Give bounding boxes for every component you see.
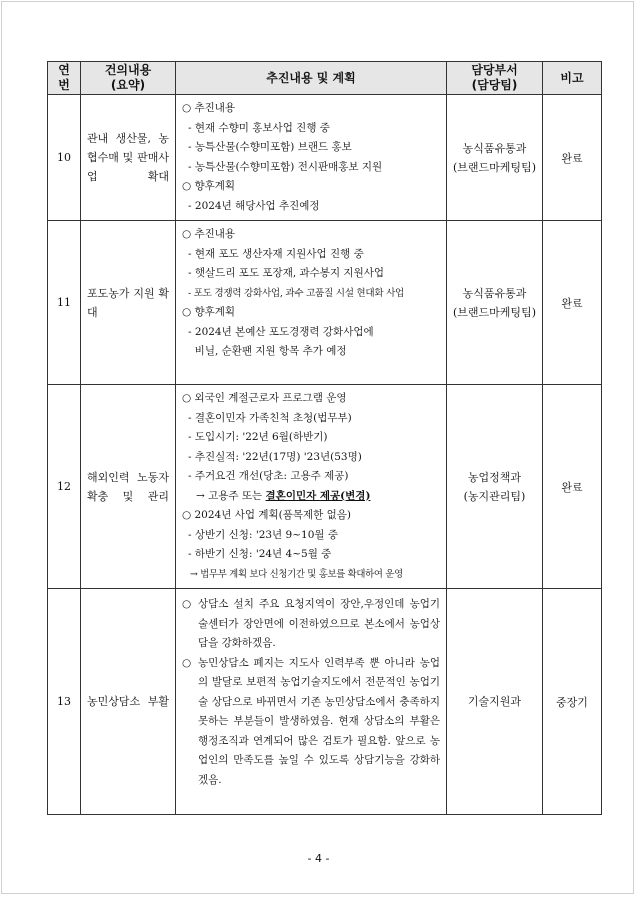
table-row [48, 385, 602, 589]
content-line: → 법무부 계획 보다 신청기간 및 홍보를 확대하여 운영 [190, 568, 403, 580]
header-content: 추진내용 및 계획 [176, 62, 447, 95]
content-paragraph [182, 654, 440, 791]
content-line: - 현재 포도 생산자재 지원사업 진행 중 [188, 247, 364, 260]
row-note: 완료 [543, 221, 602, 385]
table-row [48, 589, 602, 815]
header-no: 연 번 [48, 62, 81, 95]
page-number: - 4 - [307, 852, 330, 865]
content-line: - 주거요건 개선(당초: 고용주 제공) [188, 470, 349, 482]
content-line: ○ 추진내용 [182, 102, 236, 114]
content-line: - 현재 수향미 홍보사업 진행 중 [188, 121, 330, 134]
table-row [48, 95, 602, 221]
row-number: 10 [48, 95, 81, 221]
content-line: - 추진실적: '22년(17명) '23년(53명) [188, 450, 362, 463]
content-line: - 상반기 신청: '23년 9~10월 중 [188, 528, 339, 541]
header-row [48, 62, 602, 95]
content-line: ○ 향후계획 [182, 180, 236, 192]
row-content [176, 385, 447, 589]
row-summary: 농민상담소 부활 [81, 589, 176, 815]
content-line: - 햇살드리 포도 포장재, 과수봉지 지원사업 [188, 267, 385, 279]
row-dept: 농식품유통과 (브랜드마케팅팀) [447, 95, 543, 221]
content-line: - 도입시기: '22년 6월(하반기) [188, 431, 328, 443]
row-note: 완료 [543, 95, 602, 221]
content-line: ○ 2024년 사업 계획(품목제한 없음) [182, 509, 351, 521]
content-line: - 농특산물(수향미포함) 브랜드 홍보 [188, 141, 352, 153]
content-line: - 포도 경쟁력 강화사업, 과수 고품질 시설 현대화 사업 [188, 287, 405, 299]
circle-bullet: ○ [182, 656, 192, 669]
proposal-table [47, 61, 602, 815]
content-line: - 하반기 신청: '24년 4~5월 중 [188, 548, 332, 560]
row-summary: 포도농가 지원 확대 [81, 221, 176, 385]
content-line: ○ 추진내용 [182, 228, 236, 240]
header-summary: 건의내용 (요약) [81, 62, 176, 95]
table-row [48, 221, 602, 385]
row-dept: 기술지원과 [447, 589, 543, 815]
paragraph-text: 상담소 설치 주요 요청지역이 장안,우정인데 농업기술센터가 장안면에 이전하였으므로 본소에서 농업상담을 강화하겠음. [198, 598, 440, 649]
row-dept: 농식품유통과 (브랜드마케팅팀) [447, 221, 543, 385]
row-content [176, 95, 447, 221]
paragraph-text: 농민상담소 폐지는 지도사 인력부족 뿐 아니라 농업의 발달로 보편적 농업기술지도에서 전문적인 농업기술 상담으로 바뀌면서 기존 농민상담소에서 충족하지 못하는 부분들이 발생하였음. 현재 상담소의 부활은 행정조직과 연계되어 많은 검토가 필요함. 앞으로 농업인의 만족도를 높일 수 있도록 상담기능을 강화하겠음. [198, 656, 440, 786]
content-paragraph [182, 595, 440, 654]
content-line: - 농특산물(수향미포함) 전시판매홍보 지원 [188, 160, 383, 173]
header-note: 비고 [543, 62, 602, 95]
content-line: ○ 외국인 계절근로자 프로그램 운영 [182, 392, 347, 404]
content-line: ○ 향후계획 [182, 306, 236, 318]
content-line: → 고용주 또는 결혼이민자 제공(변경) [196, 489, 371, 502]
row-summary: 해외인력 노동자 확충 및 관리 [81, 385, 176, 589]
content-emphasis: 결혼이민자 제공(변경) [265, 489, 371, 502]
content-line: - 2024년 해당사업 추진예정 [188, 199, 320, 212]
row-number: 12 [48, 385, 81, 589]
circle-bullet: ○ [182, 598, 192, 610]
row-number: 11 [48, 221, 81, 385]
row-note: 중장기 [543, 589, 602, 815]
row-content [176, 221, 447, 385]
content-line: - 결혼이민자 가족친척 초청(법무부) [188, 411, 352, 424]
row-note: 완료 [543, 385, 602, 589]
content-line: - 2024년 본예산 포도경쟁력 강화사업에 [188, 325, 374, 338]
row-content [176, 589, 447, 815]
content-line: 비닐, 순환팬 지원 항목 추가 예정 [188, 345, 347, 357]
row-dept: 농업정책과 (농지관리팀) [447, 385, 543, 589]
header-dept: 담당부서 (담당팀) [447, 62, 543, 95]
row-summary: 관내 생산물, 농협수매 및 판매사업 확대 [81, 95, 176, 221]
row-number: 13 [48, 589, 81, 815]
